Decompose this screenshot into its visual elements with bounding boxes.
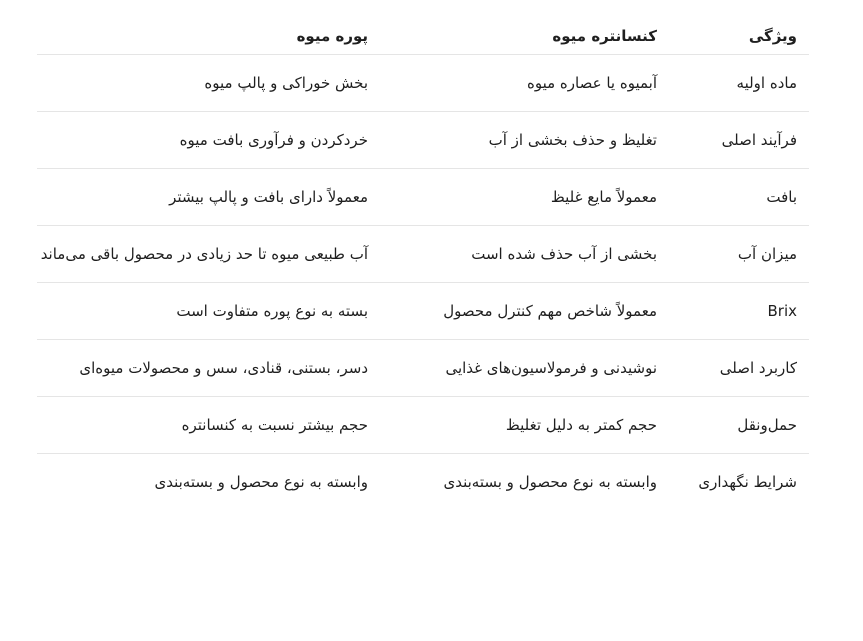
row-concentrate-cell — [382, 168, 697, 225]
cell-text: دسر، بستنی، قنادی، سس و محصولات میوه‌ای — [79, 358, 368, 377]
row-feature-cell — [697, 225, 809, 282]
comparison-table — [37, 14, 809, 510]
table-row — [37, 54, 809, 111]
row-puree-cell — [37, 111, 382, 168]
table-row — [37, 396, 809, 453]
cell-text: حجم بیشتر نسبت به کنسانتره — [181, 415, 368, 434]
cell-text: میزان آب — [737, 244, 797, 263]
cell-text: معمولاً شاخص مهم کنترل محصول — [443, 301, 657, 320]
row-puree-cell — [37, 225, 382, 282]
row-puree-cell — [37, 453, 382, 510]
cell-text: حمل‌ونقل — [737, 415, 797, 434]
cell-text: معمولاً مایع غلیظ — [550, 187, 657, 206]
table-header-row — [37, 14, 809, 54]
header-concentrate: کنسانتره میوه — [382, 14, 697, 54]
cell-text: بخشی از آب حذف شده است — [471, 244, 657, 263]
cell-text: آب طبیعی میوه تا حد زیادی در محصول باقی می‌ماند — [40, 244, 368, 263]
table-row — [37, 225, 809, 282]
cell-text: شرایط نگهداری — [698, 472, 797, 491]
cell-text: بافت — [766, 187, 797, 206]
table-row — [37, 282, 809, 339]
cell-text: وابسته به نوع محصول و بسته‌بندی — [443, 472, 657, 491]
cell-text: خردکردن و فرآوری بافت میوه — [179, 130, 368, 149]
row-concentrate-cell — [382, 54, 697, 111]
row-feature-cell — [697, 111, 809, 168]
table-row — [37, 111, 809, 168]
cell-text: بخش خوراکی و پالپ میوه — [204, 73, 368, 92]
cell-text: بسته به نوع پوره متفاوت است — [176, 301, 368, 320]
cell-text: آبمیوه یا عصاره میوه — [527, 73, 657, 92]
row-feature-cell — [697, 168, 809, 225]
cell-text: نوشیدنی و فرمولاسیون‌های غذایی — [445, 358, 657, 377]
row-feature-cell — [697, 54, 809, 111]
table-row — [37, 453, 809, 510]
cell-text: ماده اولیه — [736, 73, 797, 92]
row-puree-cell — [37, 396, 382, 453]
cell-text: فرآیند اصلی — [721, 130, 797, 149]
row-puree-cell — [37, 168, 382, 225]
row-feature-cell — [697, 339, 809, 396]
row-feature-cell — [697, 282, 809, 339]
cell-text: تغلیظ و حذف بخشی از آب — [488, 130, 657, 149]
row-feature-cell — [697, 453, 809, 510]
row-feature-cell — [697, 396, 809, 453]
row-concentrate-cell — [382, 339, 697, 396]
row-puree-cell — [37, 339, 382, 396]
header-puree: پوره میوه — [37, 14, 382, 54]
row-puree-cell — [37, 54, 382, 111]
cell-text: کاربرد اصلی — [719, 358, 797, 377]
row-concentrate-cell — [382, 282, 697, 339]
comparison-table-container — [37, 14, 809, 510]
cell-text: حجم کمتر به دلیل تغلیظ — [505, 415, 657, 434]
cell-text: Brix — [767, 301, 797, 320]
row-concentrate-cell — [382, 111, 697, 168]
row-puree-cell — [37, 282, 382, 339]
row-concentrate-cell — [382, 225, 697, 282]
table-row — [37, 168, 809, 225]
cell-text: وابسته به نوع محصول و بسته‌بندی — [154, 472, 368, 491]
row-concentrate-cell — [382, 396, 697, 453]
row-concentrate-cell — [382, 453, 697, 510]
cell-text: معمولاً دارای بافت و پالپ بیشتر — [169, 187, 368, 206]
header-feature: ویژگی — [697, 14, 809, 54]
table-row — [37, 339, 809, 396]
